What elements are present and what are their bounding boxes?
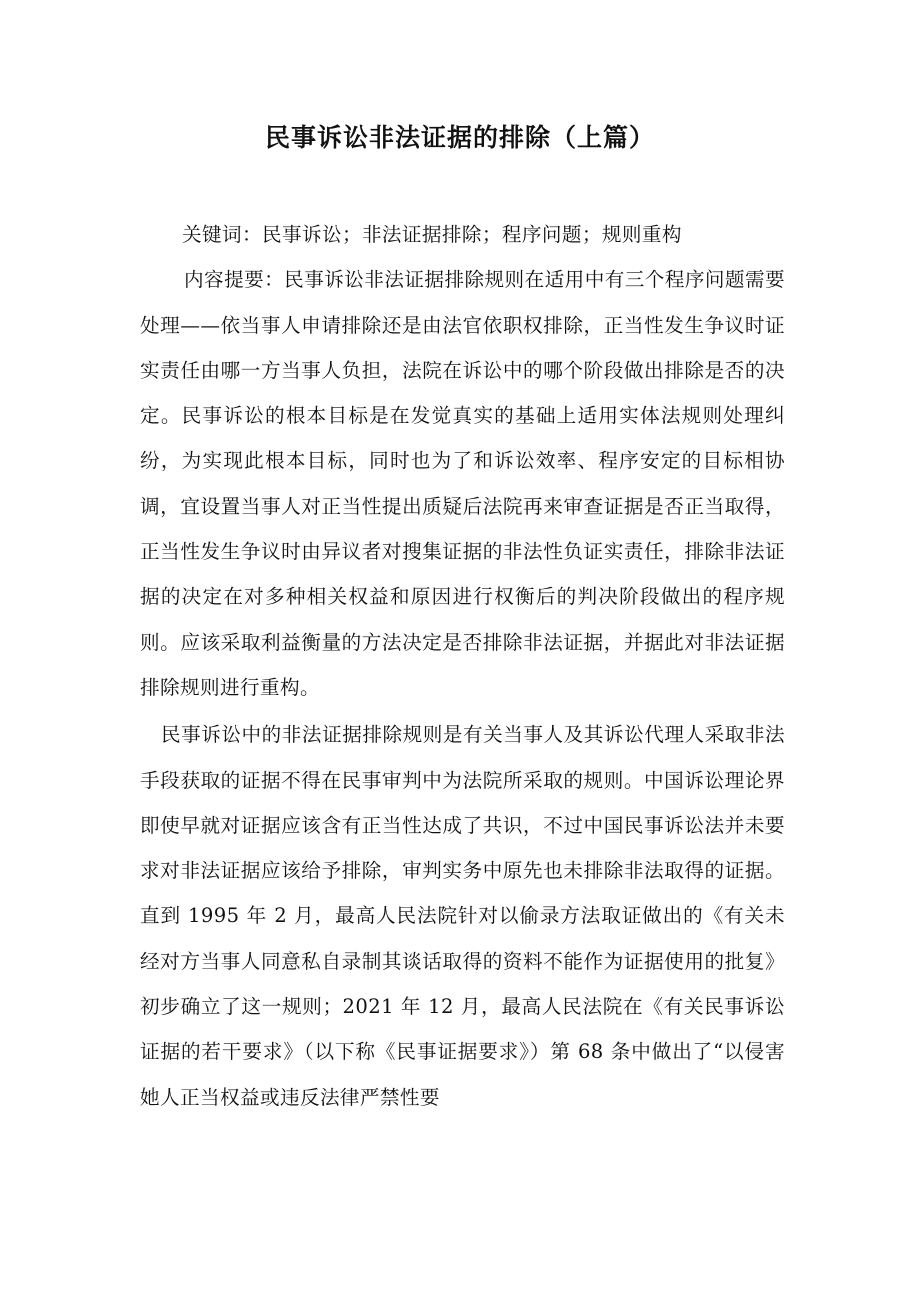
keywords-line: 关键词：民事诉讼；非法证据排除；程序问题；规则重构 <box>182 223 682 246</box>
body-paragraph: 民事诉讼中的非法证据排除规则是有关当事人及其诉讼代理人采取非法手段获取的证据不得在民事审判中为法院所采取的规则。中国诉讼理论界即使早就对证据应该含有正当性达成了共识，不过中国民事诉讼法并未要求对非法证据应该给予排除，审判实务中原先也未排除非法取得的证据。直到 1995 年 2 月，最高人民法院针对以偷录方法取证做出的《有关未经对方当事人同意私自录制其谈话取得的资料不能作为证据使用的批复》初步确立了这一规则；2021 年 12 月，最高人民法院在《有关民事诉讼证据的若干要求》（以下称《民事证据要求》）第 68 条中做出了“以侵害她人正当权益或违反法律严禁性要 <box>140 723 785 1109</box>
document-body <box>140 212 785 1120</box>
summary-paragraph: 内容提要：民事诉讼非法证据排除规则在适用中有三个程序问题需要处理——依当事人申请排除还是由法官依职权排除，正当性发生争议时证实责任由哪一方当事人负担，法院在诉讼中的哪个阶段做出排除是否的决定。民事诉讼的根本目标是在发觉真实的基础上适用实体法规则处理纠纷，为实现此根本目标，同时也为了和诉讼效率、程序安定的目标相协调，宜设置当事人对正当性提出质疑后法院再来审查证据是否正当取得，正当性发生争议时由异议者对搜集证据的非法性负证实责任，排除非法证据的决定在对多种相关权益和原因进行权衡后的判决阶段做出的程序规则。应该采取利益衡量的方法决定是否排除非法证据，并据此对非法证据排除规则进行重构。 <box>140 268 785 699</box>
document-title: 民事诉讼非法证据的排除（上篇） <box>264 123 655 152</box>
